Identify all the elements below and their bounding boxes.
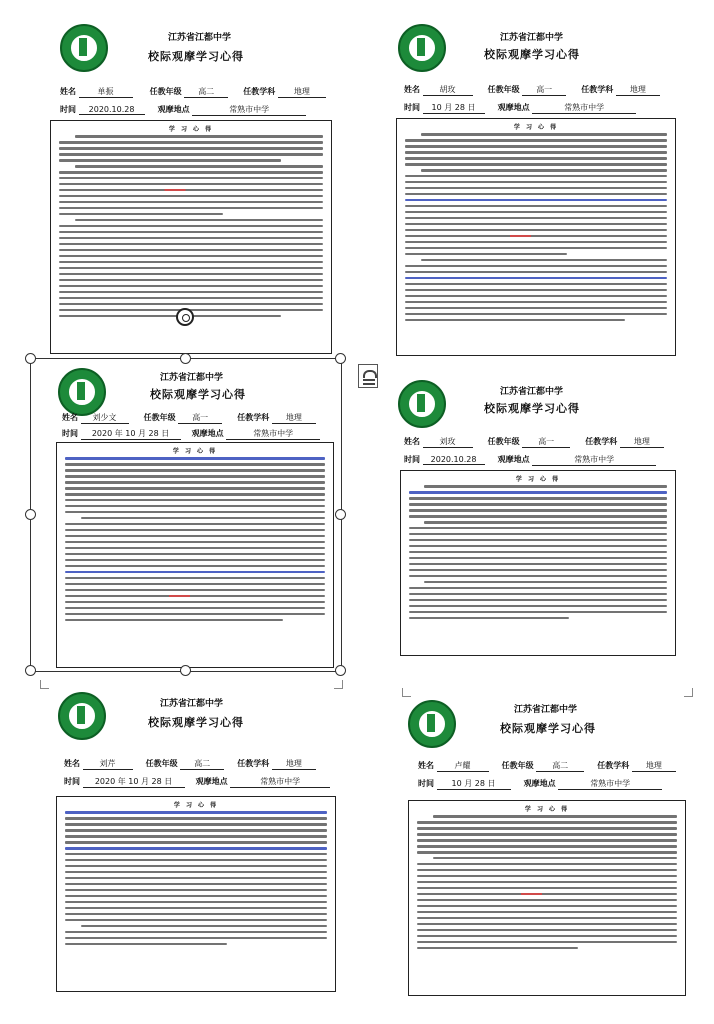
value-name: 胡玫 (423, 84, 473, 96)
label-time: 时间 (418, 779, 434, 788)
school-name: 江苏省江都中学 (160, 373, 224, 383)
resize-handle-right[interactable] (335, 509, 346, 520)
label-place: 观摩地点 (195, 777, 228, 786)
form-title: 校际观摩学习心得 (484, 402, 580, 415)
label-name: 姓名 (64, 759, 80, 768)
label-subject: 任教学科 (581, 85, 614, 94)
value-grade: 高一 (178, 412, 222, 424)
resize-handle-bottom-right[interactable] (335, 665, 346, 676)
resize-handle-top-right[interactable] (335, 353, 346, 364)
label-time: 时间 (404, 455, 420, 464)
form-title: 校际观摩学习心得 (500, 722, 596, 735)
info-row-2 (62, 428, 320, 440)
value-place: 常熟市中学 (226, 428, 320, 440)
label-subject: 任教学科 (237, 413, 270, 422)
label-time: 时间 (64, 777, 80, 786)
value-name: 刘玫 (423, 436, 473, 448)
value-subject: 地理 (620, 436, 664, 448)
resize-handle-left[interactable] (25, 509, 36, 520)
value-time: 2020 年 10 月 28 日 (81, 428, 181, 440)
label-grade: 任教年级 (149, 87, 182, 96)
school-name: 江苏省江都中学 (500, 33, 564, 43)
page-corner-mark (402, 688, 411, 697)
label-place: 观摩地点 (497, 455, 530, 464)
value-place: 常熟市中学 (532, 454, 656, 466)
resize-handle-bottom[interactable] (180, 665, 191, 676)
school-logo-icon (408, 700, 456, 748)
form-title: 校际观摩学习心得 (150, 388, 246, 401)
school-name: 江苏省江都中学 (500, 387, 564, 397)
notes-text (409, 485, 667, 649)
label-subject: 任教学科 (585, 437, 618, 446)
info-row-2 (404, 454, 656, 466)
notes-heading: 学 习 心 得 (173, 802, 219, 809)
label-name: 姓名 (418, 761, 434, 770)
school-name: 江苏省江都中学 (160, 699, 224, 709)
notes-box (56, 442, 334, 668)
page-corner-mark (684, 688, 693, 697)
page-corner-mark (334, 680, 343, 689)
notes-heading: 学 习 心 得 (513, 124, 559, 131)
notes-text (417, 815, 677, 989)
school-name: 江苏省江都中学 (514, 705, 578, 715)
notes-heading: 学 习 心 得 (515, 476, 561, 483)
page-corner-mark (40, 680, 49, 689)
value-subject: 地理 (272, 412, 316, 424)
notes-box (56, 796, 336, 992)
notes-text (65, 811, 327, 985)
form-title: 校际观摩学习心得 (148, 50, 244, 63)
info-row-2 (418, 778, 662, 790)
label-place: 观摩地点 (191, 429, 224, 438)
value-grade: 高二 (180, 758, 224, 770)
value-place: 常熟市中学 (532, 102, 636, 114)
label-grade: 任教年级 (143, 413, 176, 422)
info-row-1 (60, 86, 326, 98)
label-grade: 任教年级 (145, 759, 178, 768)
label-name: 姓名 (404, 437, 420, 446)
value-time: 2020.10.28 (423, 455, 485, 465)
form-title: 校际观摩学习心得 (484, 48, 580, 61)
info-row-2 (64, 776, 330, 788)
value-grade: 高一 (522, 436, 570, 448)
label-time: 时间 (62, 429, 78, 438)
info-row-1 (418, 760, 676, 772)
school-logo-icon (58, 368, 106, 416)
label-grade: 任教年级 (487, 437, 520, 446)
school-name: 江苏省江都中学 (168, 33, 232, 43)
value-place: 常熟市中学 (230, 776, 330, 788)
notes-box (400, 470, 676, 656)
value-name: 刘少文 (81, 412, 129, 424)
label-subject: 任教学科 (243, 87, 276, 96)
school-logo-icon (398, 24, 446, 72)
label-time: 时间 (404, 103, 420, 112)
value-name: 卢耀 (437, 760, 489, 772)
notes-heading: 学 习 心 得 (168, 126, 214, 133)
value-place: 常熟市中学 (558, 778, 662, 790)
label-place: 观摩地点 (157, 105, 190, 114)
notes-text (65, 457, 325, 661)
value-grade: 高二 (184, 86, 228, 98)
resize-handle-top[interactable] (180, 353, 191, 364)
value-name: 刘芹 (83, 758, 133, 770)
notes-heading: 学 习 心 得 (524, 806, 570, 813)
value-time: 2020 年 10 月 28 日 (83, 776, 185, 788)
notes-text (405, 133, 667, 349)
info-row-1 (404, 84, 660, 96)
value-time: 2020.10.28 (79, 105, 145, 115)
school-logo-icon (58, 692, 106, 740)
notes-heading: 学 习 心 得 (172, 448, 218, 455)
value-name: 单振 (79, 86, 133, 98)
label-name: 姓名 (404, 85, 420, 94)
school-logo-icon (60, 24, 108, 72)
label-subject: 任教学科 (597, 761, 630, 770)
value-subject: 地理 (272, 758, 316, 770)
value-time: 10 月 28 日 (423, 102, 485, 114)
info-row-1 (64, 758, 316, 770)
label-subject: 任教学科 (237, 759, 270, 768)
layout-options-icon[interactable] (358, 364, 378, 388)
value-subject: 地理 (616, 84, 660, 96)
label-grade: 任教年级 (501, 761, 534, 770)
rotate-handle-icon[interactable] (176, 308, 194, 326)
school-logo-icon (398, 380, 446, 428)
form-title: 校际观摩学习心得 (148, 716, 244, 729)
value-grade: 高二 (536, 760, 584, 772)
notes-box (408, 800, 686, 996)
value-subject: 地理 (278, 86, 326, 98)
value-time: 10 月 28 日 (437, 778, 511, 790)
info-row-1 (404, 436, 664, 448)
value-subject: 地理 (632, 760, 676, 772)
label-place: 观摩地点 (523, 779, 556, 788)
label-grade: 任教年级 (487, 85, 520, 94)
label-name: 姓名 (62, 413, 78, 422)
info-row-2 (60, 104, 306, 116)
value-place: 常熟市中学 (192, 104, 306, 116)
info-row-1 (62, 412, 316, 424)
value-grade: 高一 (522, 84, 566, 96)
label-place: 观摩地点 (497, 103, 530, 112)
info-row-2 (404, 102, 636, 114)
resize-handle-top-left[interactable] (25, 353, 36, 364)
notes-box (396, 118, 676, 356)
resize-handle-bottom-left[interactable] (25, 665, 36, 676)
label-name: 姓名 (60, 87, 76, 96)
label-time: 时间 (60, 105, 76, 114)
